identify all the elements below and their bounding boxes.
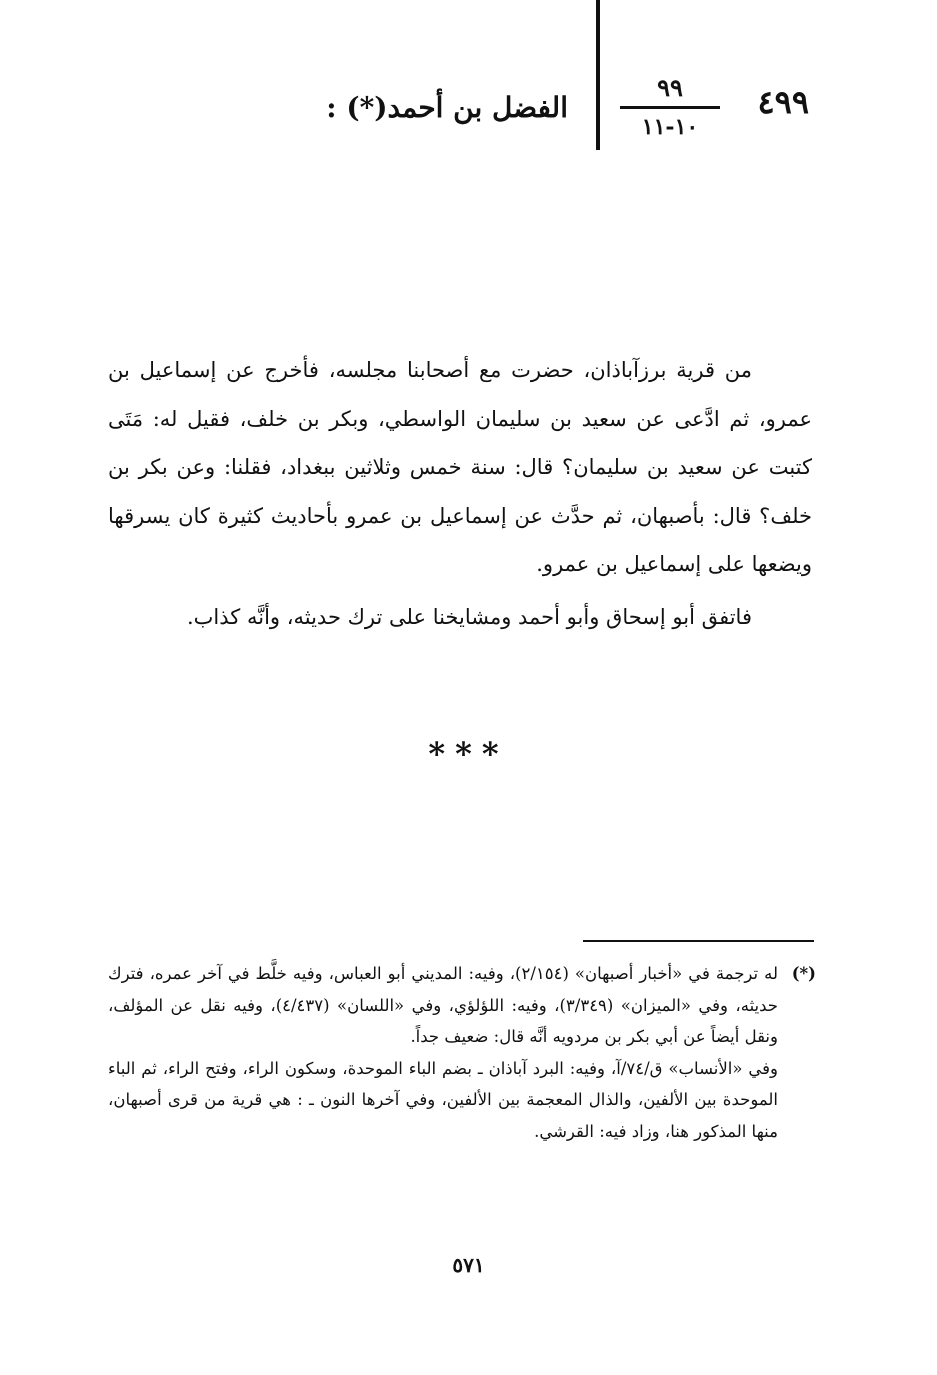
fraction-denominator: ١٠-١١ (641, 114, 699, 140)
footnote-2: وفي «الأنساب» ق/٧٤/آ، وفيه: البرد آباذان ـ بضم الباء الموحدة، وسكون الراء، وفتح الراء، ثم الباء الموحدة بين الألفين، والذال المعجمة بين الألفين، وفي آخرها النون ـ : هي قرية من قرى أصبهان، منها المذكور هنا، وزاد فيه: القرشي. (108, 1058, 779, 1141)
footnote-1-text: له ترجمة في «أخبار أصبهان» (٢/١٥٤)، وفيه: المديني أبو العباس، وفيه خلَّط في آخر عمره، فترك حديثه، وفي «الميزان» (٣/٣٤٩)، وفيه: اللؤلؤي، وفي «اللسان» (٤/٤٣٧)، وفيه نقل عن المؤلف، ونقل أيضاً عن أبي بكر بن مردويه أنَّه قال: ضعيف جداً. (108, 964, 779, 1046)
section-separator: *** (428, 735, 509, 773)
body-text (108, 346, 812, 641)
header-vertical-rule (596, 0, 600, 150)
body-paragraph-2: فاتفق أبو إسحاق وأبو أحمد ومشايخنا على ترك حديثه، وأنَّه كذاب. (186, 604, 752, 629)
footnote-1 (108, 958, 816, 1053)
fraction-bar (620, 106, 720, 109)
fraction-numerator: ٩٩ (657, 73, 683, 102)
entry-heading: الفضل بن أحمد(*) : (326, 91, 568, 124)
footnote-rule (583, 940, 814, 942)
entry-fraction (618, 72, 722, 141)
footnotes (108, 958, 816, 1147)
entry-number: ٤٩٩ (757, 83, 809, 121)
footnote-marker: (*) (791, 964, 816, 983)
body-paragraph-1: من قرية برزآباذان، حضرت مع أصحابنا مجلسه، فأخرج عن إسماعيل بن عمرو، ثم ادَّعى عن سعيد بن سليمان الواسطي، وبكر بن خلف، فقيل له: مَتَى كتبت عن سعيد بن سليمان؟ قال: سنة خمس وثلاثين ببغداد، فقلنا: وعن بكر بن خلف؟ قال: بأصبهان، ثم حدَّث عن إسماعيل بن عمرو بأحاديث كثيرة كان يسرقها ويضعها على إسماعيل بن عمرو. (108, 358, 812, 576)
page-number: ٥٧١ (452, 1253, 485, 1277)
